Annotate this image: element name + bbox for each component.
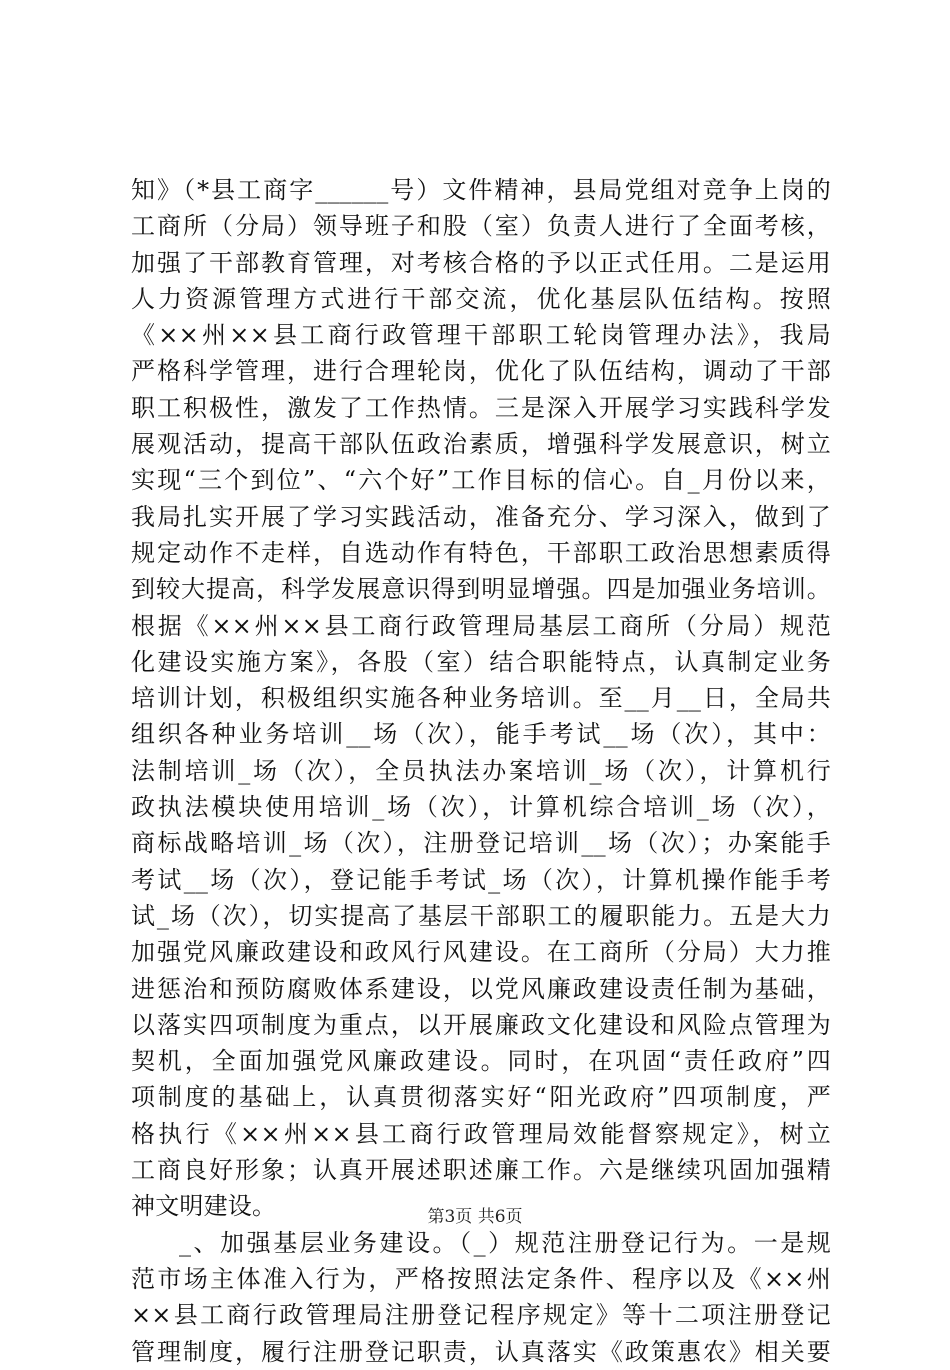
page-number-footer: 第3页 共6页 bbox=[427, 1207, 523, 1227]
text-line: 组织各种业务培训__场（次），能手考试__场（次），其中： bbox=[131, 720, 831, 749]
text-line: 到较大提高，科学发展意识得到明显增强。四是加强业务培训。 bbox=[131, 575, 831, 604]
text-line: 以落实四项制度为重点，以开展廉政文化建设和风险点管理为 bbox=[131, 1010, 831, 1039]
text-line: 范市场主体准入行为，严格按照法定条件、程序以及《××州 bbox=[131, 1264, 831, 1293]
text-line: 人力资源管理方式进行干部交流，优化基层队伍结构。按照 bbox=[131, 284, 831, 313]
text-line: 我局扎实开展了学习实践活动，准备充分、学习深入，做到了 bbox=[131, 502, 831, 531]
text-line: 管理制度，履行注册登记职责，认真落实《政策惠农》相关要 bbox=[131, 1337, 831, 1366]
text-line: 工商所（分局）领导班子和股（室）负责人进行了全面考核， bbox=[131, 212, 831, 241]
text-line: 化建设实施方案》，各股（室）结合职能特点，认真制定业务 bbox=[131, 647, 831, 676]
text-line: 《××州××县工商行政管理干部职工轮岗管理办法》，我局 bbox=[131, 321, 831, 350]
text-line: 法制培训_场（次），全员执法办案培训_场（次），计算机行 bbox=[131, 756, 831, 785]
text-line: 考试__场（次），登记能手考试_场（次），计算机操作能手考 bbox=[131, 865, 831, 894]
text-line: 格执行《××州××县工商行政管理局效能督察规定》，树立 bbox=[131, 1119, 831, 1148]
text-line: 实现“三个到位”、“六个好”工作目标的信心。自_月份以来， bbox=[131, 466, 831, 495]
text-line: 根据《××州××县工商行政管理局基层工商所（分局）规范 bbox=[131, 611, 831, 640]
text-line: 政执法模块使用培训_场（次），计算机综合培训_场（次）， bbox=[131, 793, 831, 822]
text-line: 进惩治和预防腐败体系建设，以党风廉政建设责任制为基础， bbox=[131, 974, 831, 1003]
text-line: 项制度的基础上，认真贯彻落实好“阳光政府”四项制度，严 bbox=[131, 1083, 831, 1112]
body-text bbox=[131, 172, 831, 1370]
text-line: 契机，全面加强党风廉政建设。同时，在巩固“责任政府”四 bbox=[131, 1047, 831, 1076]
text-line: 商标战略培训_场（次），注册登记培训__场（次）；办案能手 bbox=[131, 829, 831, 858]
text-line: 严格科学管理，进行合理轮岗，优化了队伍结构，调动了干部 bbox=[131, 357, 831, 386]
text-line: 工商良好形象；认真开展述职述廉工作。六是继续巩固加强精 bbox=[131, 1156, 831, 1185]
text-line: 试_场（次），切实提高了基层干部职工的履职能力。五是大力 bbox=[131, 901, 831, 930]
text-line: 展观活动，提高干部队伍政治素质，增强科学发展意识，树立 bbox=[131, 430, 831, 459]
text-line: 职工积极性，激发了工作热情。三是深入开展学习实践科学发 bbox=[131, 393, 831, 422]
paragraph-start-line: _、加强基层业务建设。（_）规范注册登记行为。一是规 bbox=[179, 1228, 831, 1257]
text-line: 知》（*县工商字______号）文件精神，县局党组对竞争上岗的 bbox=[131, 176, 831, 204]
text-line: ××县工商行政管理局注册登记程序规定》等十二项注册登记 bbox=[131, 1301, 831, 1330]
text-line: 规定动作不走样，自选动作有特色，干部职工政治思想素质得 bbox=[131, 538, 831, 567]
text-line: 培训计划，积极组织实施各种业务培训。至__月__日，全局共 bbox=[131, 684, 831, 713]
text-line: 加强了干部教育管理，对考核合格的予以正式任用。二是运用 bbox=[131, 248, 831, 277]
text-line: 加强党风廉政建设和政风行风建设。在工商所（分局）大力推 bbox=[131, 938, 831, 967]
paragraph-end-line: 神文明建设。 bbox=[131, 1192, 277, 1221]
